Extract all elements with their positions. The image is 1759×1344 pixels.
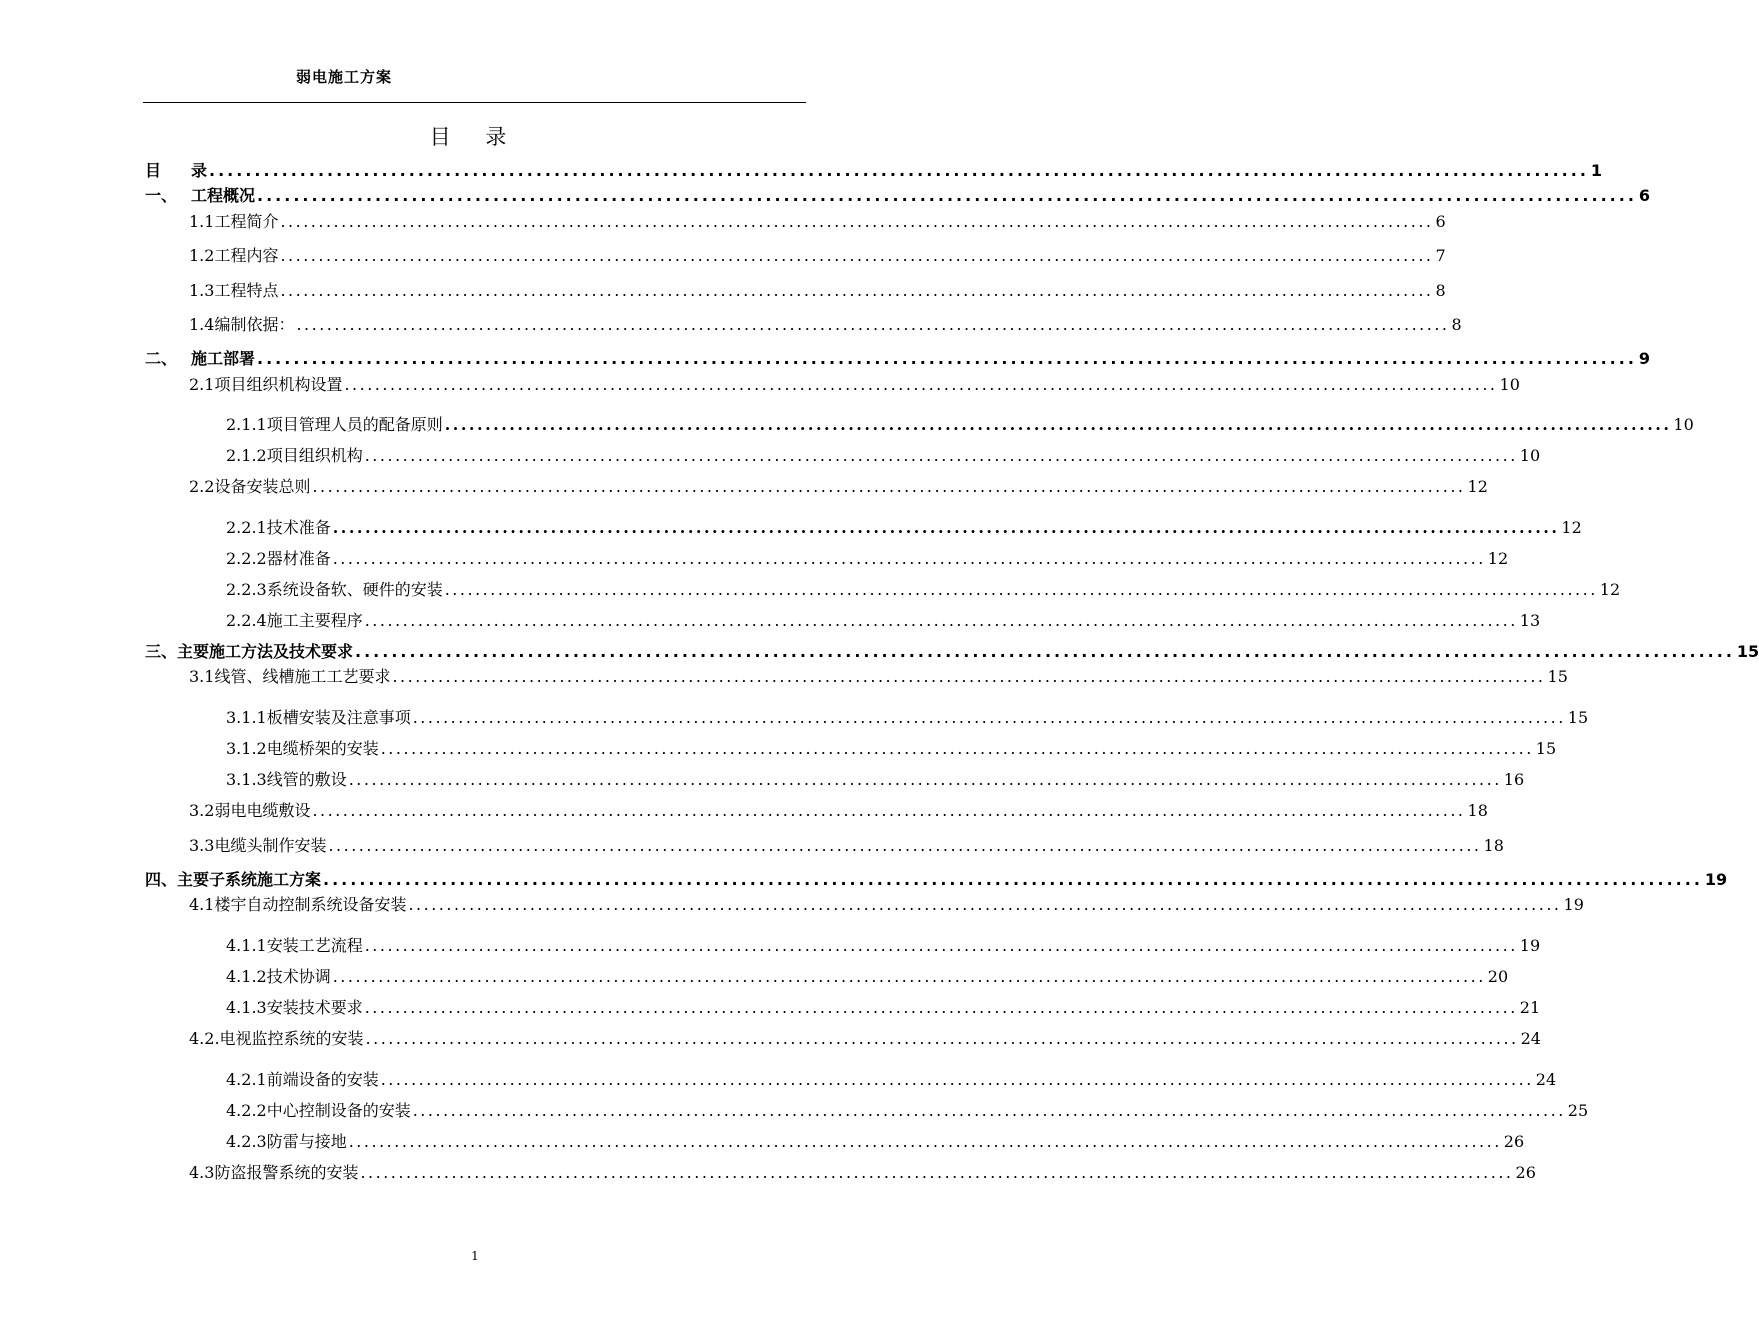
toc-entry[interactable]: 2.2设备安装总则 ........................................................................................................................................................ 12 [189,477,1488,496]
toc-entry[interactable]: 二、 施工部署 ........................................................................................................................................................ 9 [145,349,1651,368]
toc-entry[interactable]: 4.2.3防雷与接地 ........................................................................................................................................................ 26 [226,1132,1525,1151]
toc-entry[interactable]: 4.1.2技术协调 ........................................................................................................................................................ 20 [226,967,1509,986]
toc-entry[interactable]: 3.1.1板槽安装及注意事项 ........................................................................................................................................................ 15 [226,708,1589,727]
toc-entry[interactable]: 目 录 ........................................................................................................................................................ 1 [145,161,1603,180]
toc-entry[interactable]: 4.3防盗报警系统的安装 ........................................................................................................................................................ 26 [189,1163,1536,1182]
toc-entry[interactable]: 4.1楼宇自动控制系统设备安装 ........................................................................................................................................................ 19 [189,895,1584,914]
document-header-title: 弱电施工方案 [296,68,393,86]
toc-entry[interactable]: 2.2.3系统设备软、硬件的安装 ........................................................................................................................................................ 12 [226,580,1621,599]
toc-entry[interactable]: 2.2.4施工主要程序 ........................................................................................................................................................ 13 [226,611,1541,630]
toc-entry[interactable]: 4.2.1前端设备的安装 ........................................................................................................................................................ 24 [226,1070,1557,1089]
toc-entry[interactable]: 3.1.2电缆桥架的安装 ........................................................................................................................................................ 15 [226,739,1557,758]
toc-entry[interactable]: 4.2.2中心控制设备的安装 ........................................................................................................................................................ 25 [226,1101,1589,1120]
toc-entry[interactable]: 3.3电缆头制作安装 ........................................................................................................................................................ 18 [189,836,1504,855]
toc-entry[interactable]: 2.1.1项目管理人员的配备原则 ........................................................................................................................................................ 10 [226,415,1694,434]
toc-heading: 目 录 [429,125,521,149]
toc-entry[interactable]: 3.2弱电电缆敷设 ........................................................................................................................................................ 18 [189,801,1488,820]
toc-entry[interactable]: 4.1.1安装工艺流程 ........................................................................................................................................................ 19 [226,936,1541,955]
toc-entry[interactable]: 2.2.2器材准备 ........................................................................................................................................................ 12 [226,549,1509,568]
toc-entry[interactable]: 2.2.1技术准备 ........................................................................................................................................................ 12 [226,518,1582,537]
toc-entry[interactable]: 1.3工程特点 ........................................................................................................................................................ 8 [189,281,1446,300]
toc-entry[interactable]: 2.1项目组织机构设置 ........................................................................................................................................................ 10 [189,375,1520,394]
toc-entry[interactable]: 1.2工程内容 ........................................................................................................................................................ 7 [189,246,1446,265]
toc-entry[interactable]: 2.1.2项目组织机构 ........................................................................................................................................................ 10 [226,446,1541,465]
toc-entry[interactable]: 一、 工程概况 ........................................................................................................................................................ 6 [145,186,1651,205]
toc-entry[interactable]: 3.1线管、线槽施工工艺要求 ........................................................................................................................................................ 15 [189,667,1568,686]
toc-entry[interactable]: 4.2.电视监控系统的安装 ........................................................................................................................................................ 24 [189,1029,1541,1048]
page-number: 1 [471,1249,479,1263]
toc-entry[interactable]: 1.4编制依据： ........................................................................................................................................................ 8 [189,315,1462,334]
toc-entry[interactable]: 四、主要子系统施工方案 ........................................................................................................................................................ 19 [145,870,1728,889]
toc-entry[interactable]: 4.1.3安装技术要求 ........................................................................................................................................................ 21 [226,998,1541,1017]
toc-entry[interactable]: 3.1.3线管的敷设 ........................................................................................................................................................ 16 [226,770,1525,789]
toc-entry[interactable]: 三、主要施工方法及技术要求 ........................................................................................................................................................ 15 [145,642,1759,661]
toc-entry[interactable]: 1.1工程简介 ........................................................................................................................................................ 6 [189,212,1446,231]
